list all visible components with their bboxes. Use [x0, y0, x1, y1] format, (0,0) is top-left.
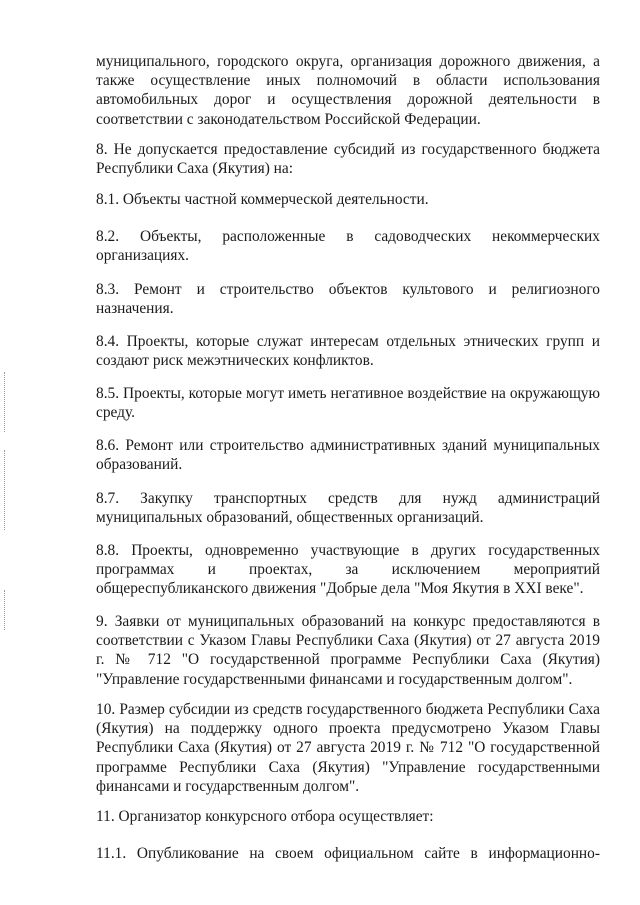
text-line: организациях.	[96, 247, 190, 265]
scan-margin-mark	[4, 590, 6, 630]
paragraph-8-2	[96, 227, 600, 265]
paragraph	[96, 807, 600, 826]
text-line: программе Республики Саха (Якутия) "Управление государственными	[96, 758, 600, 776]
paragraph-8-4	[96, 332, 600, 370]
text-line: финансами и государственным долгом".	[96, 777, 360, 795]
paragraph-8	[96, 140, 600, 178]
text-line: соответствии с Указом Главы Республики Саха (Якутия) от 27 августа 2019	[96, 632, 600, 650]
paragraph-8-1	[96, 190, 600, 209]
text-line: г. № 712 "О государственной программе Республики Саха (Якутия)	[96, 651, 600, 669]
paragraph-8-3	[96, 280, 600, 318]
text-line: 11.1. Опубликование на своем официальном сайте в информационно-	[96, 845, 600, 862]
text-line: 8.6. Ремонт или строительство административных зданий муниципальных	[96, 437, 600, 454]
paragraph-intro-continuation	[96, 52, 600, 129]
text-line: создают риск межэтнических конфликтов.	[96, 352, 374, 370]
scan-margin-mark	[4, 450, 6, 530]
paragraph-8-8	[96, 541, 600, 599]
text-line: автомобильных дорог и осуществления дорожной деятельности в	[96, 91, 600, 109]
text-line: 10. Размер субсидии из средств государственного бюджета Республики Саха	[96, 701, 600, 718]
text-line: программах и проектах, за исключением мероприятий	[96, 561, 600, 579]
text-line: 11. Организатор конкурсного отбора осуществляет:	[96, 808, 434, 825]
paragraph	[96, 52, 600, 129]
text-line: 9. Заявки от муниципальных образований на конкурс предоставляются в	[96, 613, 600, 630]
text-line: среду.	[96, 404, 135, 422]
text-line: муниципального, городского округа, организация дорожного движения, а	[96, 53, 600, 70]
paragraph	[96, 190, 600, 209]
paragraph	[96, 436, 600, 474]
paragraph	[96, 489, 600, 527]
paragraph-9	[96, 612, 600, 689]
paragraph-8-5	[96, 384, 600, 422]
paragraph	[96, 227, 600, 265]
paragraph	[96, 844, 600, 863]
text-line: общереспубликанского движения "Добрые дела "Моя Якутия в XXI веке".	[96, 580, 584, 598]
text-line: Республики Саха (Якутия) на:	[96, 160, 294, 178]
paragraph	[96, 140, 600, 178]
paragraph-8-6	[96, 436, 600, 474]
text-line: 8.5. Проекты, которые могут иметь негативное воздействие на окружающую	[96, 385, 600, 402]
paragraph	[96, 384, 600, 422]
text-line: 8.4. Проекты, которые служат интересам отдельных этнических групп и	[96, 333, 600, 350]
text-line: 8.7. Закупку транспортных средств для нужд администраций	[96, 490, 600, 507]
text-line: (Якутия) на поддержку одного проекта предусмотрено Указом Главы	[96, 720, 600, 738]
text-line: также осуществление иных полномочий в области использования	[96, 72, 600, 90]
paragraph	[96, 541, 600, 599]
text-line: муниципальных образований, общественных организаций.	[96, 509, 484, 527]
paragraph-11-1	[96, 844, 600, 863]
text-line: Республики Саха (Якутия) от 27 августа 2019 г. № 712 "О государственной	[96, 739, 600, 757]
scan-margin-mark	[4, 372, 6, 432]
text-line: 8.1. Объекты частной коммерческой деятельности.	[96, 191, 429, 208]
paragraph	[96, 700, 600, 796]
text-line: соответствии с законодательством Российской Федерации.	[96, 110, 481, 128]
text-line: назначения.	[96, 300, 174, 318]
paragraph-10	[96, 700, 600, 796]
text-line: 8.3. Ремонт и строительство объектов культового и религиозного	[96, 281, 600, 298]
text-line: 8.2. Объекты, расположенные в садоводческих некоммерческих	[96, 228, 600, 245]
paragraph	[96, 280, 600, 318]
paragraph-11	[96, 807, 600, 826]
paragraph	[96, 332, 600, 370]
paragraph-8-7	[96, 489, 600, 527]
text-line: 8. Не допускается предоставление субсидий из государственного бюджета	[96, 141, 600, 158]
paragraph	[96, 612, 600, 689]
text-line: "Управление государственными финансами и государственным долгом".	[96, 670, 573, 688]
text-line: образований.	[96, 456, 183, 474]
text-line: 8.8. Проекты, одновременно участвующие в других государственных	[96, 542, 600, 559]
